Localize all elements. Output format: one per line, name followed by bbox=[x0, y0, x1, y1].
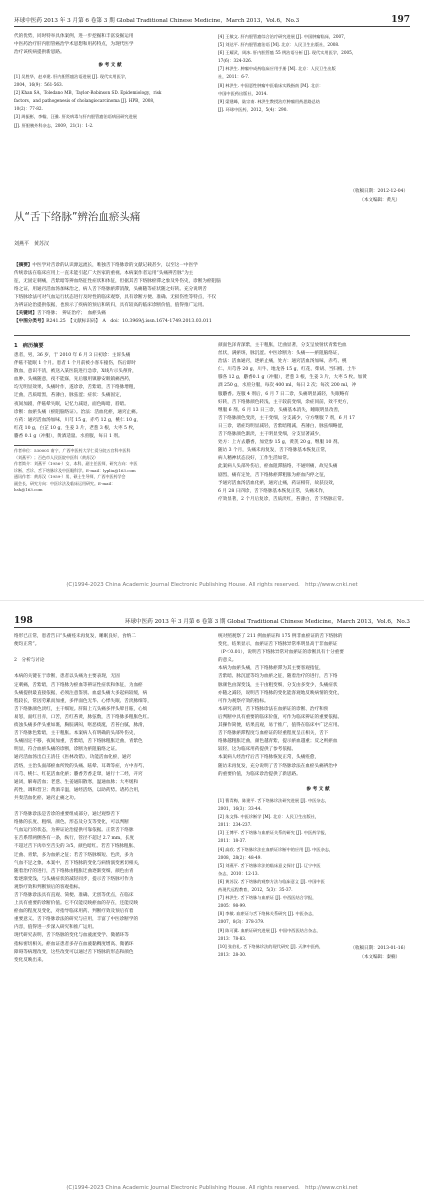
text-line: 此案病人头部外伤后，瘀血阻滞脑络，不通则痛，故见头痛 bbox=[218, 464, 338, 470]
received-date: （收稿日期：2013-01-16） bbox=[350, 946, 408, 951]
text-line: 迂曲、青紫，多为血瘀之征；若舌下络脉细短、色淡，多为 bbox=[14, 852, 134, 858]
text-line: 中医药治疗肝内胆管癌治学术思想和用药特点，为现代医学 bbox=[14, 42, 134, 48]
text-line: 作者单位：530001 南宁，广西中医药大学仁爱分院五官科中医科 bbox=[14, 448, 131, 453]
text-line: 瘀血的程度及变化，对指导临床用药、判断疗效及预后有着 bbox=[14, 909, 134, 915]
text-line: [3] 王博平. 舌下络脉与血瘀证关系的研究 [J]. 中医药学报， bbox=[218, 830, 329, 836]
text-line: 现代研究表明，舌下络脉的变化与血液流变学、微循环等 bbox=[14, 933, 129, 939]
text-line: 随着治疗的进行，舌下络脉由粗胀迂曲逐渐变细，颜色由青 bbox=[14, 868, 134, 874]
text-line: 共奏活血化瘀、通窍止痛之功。 bbox=[14, 795, 79, 801]
text-line: 定刺痛，舌紫暗，舌下络脉为瘀血等辨证性症状和体征，为血瘀 bbox=[14, 682, 143, 688]
keywords-line bbox=[14, 310, 410, 318]
text-line: [2] 朱文锋. 中医诊断学 [M]. 北京：人民卫生出版社， bbox=[218, 814, 320, 820]
text-line: 予通窍活血汤活血化瘀，通窍止痛，药证相符，故获良效， bbox=[218, 480, 338, 486]
journal-header: 环球中医药 2013 年 3 月第 6 卷第 3 期 Global Traditional Chinese Medicine，March 2013，Vol.6，No.3 bbox=[124, 619, 410, 625]
text-line bbox=[14, 803, 204, 811]
classification-number: R241.25 【文献标识码】 A doi：10.3969/j.issn.1674-1749.2013.03.011 bbox=[46, 319, 212, 324]
abstract-first-line bbox=[14, 262, 410, 270]
text-line: 均无明显效果，头痛时作，遂诊诊，舌紫暗，舌下络脉增粗， bbox=[14, 385, 139, 391]
text-line: 2 分析与讨论 bbox=[14, 658, 45, 664]
classnum-label: 【中图分类号】 bbox=[14, 319, 47, 324]
text-line: [4] 高欣. 舌下络脉诊法在血瘀证诊断中的应用 [J]. 中医杂志， bbox=[218, 846, 334, 852]
text-line: 2007，8(3)：378-379. bbox=[218, 919, 265, 925]
text-line: [4] 王敏文. 肝内胆管癌综合治疗研究进展 [J]. 中国肿瘤临床，2007， bbox=[218, 34, 349, 39]
text-line: 治疗该疾病提供新思路。 bbox=[14, 50, 65, 56]
text-line: 统对照观察了 211 例血瘀证和 175 例非血瘀证的舌下络脉的 bbox=[218, 634, 343, 639]
text-line: 头痛固定不移，夜间加重，舌紫暗，舌下络脉粗胀迂曲，青紫色 bbox=[14, 739, 143, 745]
keywords: 舌下络脉； 辨证治疗； 血瘀头痛 bbox=[36, 311, 106, 316]
text-line: 2005：98-99. bbox=[218, 903, 247, 909]
text-line: 亦随之减轻，说明舌下络脉的变化能客观地反映病情的变化， bbox=[218, 690, 343, 696]
text-line: [8] 李敏. 血瘀证与舌下络脉关系研究 [J]. 中医杂志， bbox=[218, 911, 317, 917]
text-line: 内容，值得进一步深入研究和推广运用。 bbox=[14, 925, 97, 931]
references-right bbox=[218, 33, 410, 114]
text-line: 仁、川芎各 20 g，川牛、地龙各 15 g，红花、柴胡、当归梢、土牛 bbox=[218, 367, 357, 373]
abstract-label: 【摘要】 bbox=[14, 263, 33, 268]
text-line: [1] 吴胜华，赵卓建. 肝内胆管癌治语进展 [J]. 现代实用医学， bbox=[14, 74, 130, 79]
text-line: 明显，符合血瘀头痛的诊断，诊断为瘀阻脑络之证。 bbox=[14, 747, 120, 753]
journal-header: 环球中医药 2013 年 3 月第 6 卷第 3 期 Global Traditional Chinese Medicine，March 2013，Vol.6，No.3 bbox=[14, 18, 300, 24]
editor-note: （本文编辑：秦楠） bbox=[359, 955, 400, 960]
text-line: 夜间加剧，伴眩晕失眠，记忆力减退，面色晦暗，唇暗。 bbox=[14, 401, 129, 407]
text-line: [6] 王耀武，周冰. 肝内胆管癌 55 例治语分析 [J]. 现代实用医学，2005， bbox=[218, 50, 357, 56]
text-line: 舌下络脉诊法是舌诊的重要组成部分，通过观察舌下 bbox=[14, 812, 120, 818]
text-line: 紫逐渐变浅，与头痛症状的减轻同步，提示舌下络脉可作为 bbox=[14, 876, 134, 882]
abstract-text-3: 络之证，用通窍活血汤加味治之，病人舌下络脉瘀滞消散，头痛随等症状随之好转。充分说明舌 bbox=[14, 287, 207, 292]
case-body-left bbox=[14, 352, 204, 441]
text-line: 络脉越粗胀迂曲，颜色越青紫，提示瘀血越重；反之则瘀血 bbox=[218, 739, 338, 745]
text-line: 酒 250 g，水煎分服，每次 400 ml，每日 2 次；每次 200 ml，冲 bbox=[218, 383, 357, 389]
text-line: 程较长，常因劳累而加重，多伴面色无华、心悸失眠、舌淡脉细等， bbox=[14, 698, 152, 704]
text-line: 治法：活血通窍，逐瘀止痛，处方：通窍活血汤加味，赤芍、桃 bbox=[218, 359, 347, 365]
text-line: [J]. 肝胆胰外科杂志，2009，21(1)：1-2. bbox=[14, 122, 94, 128]
text-line: 17(6)：324-326. bbox=[218, 58, 253, 64]
text-line: 患者，男，36 岁，于 2010 年 6 月 3 日初诊：主诉头痛 bbox=[14, 353, 131, 358]
text-line: 络形已正常，患者告曰“头痛痊未再复发，睡眠良好，食纳二 bbox=[14, 634, 136, 639]
text-line: [8] 林洪生. 中国恶性肿瘤中医临床实践指南 [M]. 北京： bbox=[218, 82, 324, 88]
text-line: 诊断：血瘀头痛（瘀阻脑络证）。治法：活血化瘀，通窍止痛。 bbox=[14, 409, 141, 415]
footnote-divider bbox=[14, 445, 74, 446]
text-line: 药现代远程教育，2012，5(3)：35-37. bbox=[218, 887, 293, 893]
text-line: 痰浊头痛多伴头重如裹，胸脘满闷，呕恶痰涎，舌苔白腻，脉滑， bbox=[14, 723, 148, 729]
text-line: 络脉的长度、粗细、颜色、形态及分支等变化，可以判断 bbox=[14, 820, 129, 826]
received-date: （收稿日期：2012-12-04） bbox=[350, 189, 408, 194]
running-header bbox=[14, 14, 410, 27]
text-line: 作者简介：刘燕平（1956-）女，本科，副主任医师，研究方向：中医 bbox=[14, 461, 138, 466]
text-line: [9] 陈可冀. 血瘀证研究进展 [J]. 中国中西医结合杂志， bbox=[218, 927, 321, 933]
text-line: [6] 黄苏汉. 舌下络脉的观察方法与临床意义 [J]. 中国中医 bbox=[218, 878, 325, 884]
text-line: 舌下络脉色紫暗，主干粗胀。本案病人有明确的头部外伤史， bbox=[14, 731, 139, 737]
text-line: 本病为血瘀头痛，舌下络脉瘀滞为其主要客观指征， bbox=[218, 666, 324, 672]
text-line: 在舌系带两侧各有一条，纵行，管径不超过 2.7 mm，长度 bbox=[14, 836, 135, 842]
text-line: 舌下络脉颜色渐淡，主干明显变细，分支显著减少， bbox=[218, 432, 324, 438]
text-line: 重要意义。舌下络脉诊法的研究与应用，丰富了中医诊断学的 bbox=[14, 917, 139, 923]
editor-note: （本文编辑：黄凡） bbox=[359, 198, 400, 203]
text-line: 红花 10 g，白芷 10 g，生姜 3 片，老葱 3 根，大枣 5 枚， bbox=[14, 425, 138, 431]
discussion-body-right bbox=[218, 633, 410, 779]
text-line: [10] 张伯礼. 舌下络脉诊法的现代研究 [J]. 天津中医药， bbox=[218, 943, 324, 949]
discussion-body-left bbox=[14, 633, 204, 965]
text-line: 膝各 12 g，麝香0.1 g（冲服），老葱 3 根，生姜 3 片，大枣 5 枚。加黄 bbox=[218, 375, 367, 381]
text-line: 代的优势，同时特举具体案例，进一步挖掘和丰富发掘运用 bbox=[14, 34, 134, 39]
text-line: 通闭，解毒活血；老葱、生姜通阳散寒，温通血脉；大枣缓和 bbox=[14, 779, 139, 785]
text-line: 活络，主治头面部瘀血所致的头痛、眩晕、耳聋等症，方中赤芍、 bbox=[14, 763, 148, 769]
text-line: [9] 梁建峰，陆宗南. 林洪生教授治疗肿瘤用药思路总结 bbox=[218, 98, 321, 104]
page-198 bbox=[0, 600, 424, 1201]
section-heading-case: 1 病历摘要 bbox=[14, 343, 44, 349]
text-line: 中国中医药出版社，2014. bbox=[218, 90, 268, 96]
article-authors: 刘燕平 黄苏汉 bbox=[14, 241, 50, 247]
case-body-right bbox=[218, 342, 410, 504]
text-line: 血肿、头痛随意，夜不能寐，先后服用镇静安眠镇痛西药， bbox=[14, 377, 134, 383]
page-number: 197 bbox=[391, 15, 410, 25]
text-line: 易怒，面红目赤，口苦，舌红苔黄，脉弦数，舌下络脉多粗胀色红。 bbox=[14, 714, 152, 720]
classification-line bbox=[14, 318, 410, 326]
abstract-text-5: 为辨证论治提供依据，也预示了疾病的预后和转归，具有较高的临床诊断价值，值得推广运用。 bbox=[14, 303, 207, 308]
text-line: 随访 3 个月，头痛未再复发，舌下络脉基本恢复正常， bbox=[218, 448, 330, 454]
text-line: 本案病人经治疗后舌下络脉恢复正常，头痛痊愈， bbox=[218, 755, 320, 761]
text-line: 川芎、桃仁、红花活血化瘀；麝香芳香走窜，通行十二经，开窍 bbox=[14, 771, 143, 777]
text-line: 舌下络脉瘀滞程度与血瘀证的轻重程度呈正相关，舌下 bbox=[218, 731, 329, 737]
text-line: 散血，意识不清，被送入某医院进行急诊，X线片示头颅骨， bbox=[14, 369, 137, 375]
text-line: 6 月 28 日四诊，舌下络脉基本恢复正常，头痛未作， bbox=[218, 488, 328, 494]
page-197 bbox=[0, 0, 424, 600]
text-line: 方药：通窍活血汤加味，川芎 15 g，赤芍 12 g，桃仁 10 g， bbox=[14, 417, 141, 423]
text-line: [7] 林洪生. 肿瘤中成药临床应用手册 [M]. 北京：人民卫生出版 bbox=[218, 66, 336, 72]
text-line: 副会长，研究方向：中医诊法及临床运用研究。E-mail： bbox=[14, 480, 116, 486]
copyright-footer: (C)1994-2023 China Academic Journal Electronic Publishing House. All rights reserved. http://www.cnki.net bbox=[66, 582, 358, 588]
page-number: 198 bbox=[14, 616, 33, 626]
text-line: 社，2011：6-7. bbox=[218, 74, 250, 80]
text-line: 迂曲，舌质暗黑，苔薄白，脉弦涩；症状：头痛固定， bbox=[14, 393, 125, 399]
text-line: 观察疗效和判断预后的客观指标。 bbox=[14, 884, 83, 890]
text-line: 通讯作者：黄苏汉（1959-）男，硕士生导师，广西中医药学会 bbox=[14, 474, 126, 479]
text-line: 2011：18-37. bbox=[218, 838, 247, 844]
text-line: 本研究表明，舌下络脉诊法在血瘀证的诊断、治疗和预 bbox=[218, 706, 329, 712]
text-line: [7] 林洪生. 舌下络脉与血瘀证 [J]. 中西医结合学报， bbox=[218, 895, 317, 901]
abstract-block bbox=[14, 262, 410, 326]
text-line: factors，and pathogenesis of cholangiocarcinoma [J]. HPB，2008， bbox=[14, 98, 158, 104]
text-line: 脉颜色由深变浅，主干由粗变细，分支由多变少，头痛症状 bbox=[218, 682, 338, 688]
intro-paragraph bbox=[14, 33, 204, 57]
text-line: （P＜0.01），说明舌下络脉异常对血瘀证的诊断具有十分重要 bbox=[218, 650, 344, 656]
text-line: 继服 6 剂。6 月 13 日三诊，头痛基本消失，睡眠明显改善， bbox=[218, 407, 343, 413]
text-line: 的意义。 bbox=[218, 658, 237, 664]
text-line: 好转，舌下络脉颜色转浅，主干较前变细，余症同前，效不更方， bbox=[218, 399, 352, 405]
text-line: 便均正常”。 bbox=[14, 642, 40, 648]
text-line: 疗效显著，2 个月后复诊，舌质淡红，苔薄白，舌下络脉正常。 bbox=[218, 496, 347, 502]
text-line bbox=[14, 665, 204, 673]
text-line: 杂志，2010：12-13. bbox=[218, 870, 259, 876]
references-list bbox=[218, 797, 410, 959]
text-line: 头痛提供最直接依据，必须注意鉴别。血虚头痛大多起病较缓，病 bbox=[14, 690, 148, 696]
text-line: 其操作简便，结果直观，易于推广，值得在临床中广泛应用。 bbox=[218, 723, 343, 729]
text-line: 处方：上方去麝香，加党参 15 g，黄芪 20 g，继服 10 剂。 bbox=[218, 440, 343, 446]
text-line: 指标密切相关。瘀血证患者多存在血液黏稠度增高、微循环 bbox=[14, 941, 134, 947]
text-line: [5] 刘燕平. 舌下络脉诊法的临床意义探讨 [J]. 辽宁中医 bbox=[218, 862, 321, 868]
article-title: 从“舌下络脉”辨治血瘀头痛 bbox=[14, 211, 141, 223]
text-line: 10(2)：77-82. bbox=[14, 106, 43, 112]
text-line: 气血运行的状态，为辨证论治提供可靠依据。正常舌下络脉 bbox=[14, 828, 134, 834]
text-line: [3] 周振彬，李翰，汪雅. 肝炎病毒与肝内胆管癌治语病因研究进展 bbox=[14, 114, 137, 120]
text-line: 2013：28-30. bbox=[218, 951, 247, 957]
text-line: [2] Khan SA，Toledano MB，Taylor-Robinson SD. Epidemiology，risk bbox=[14, 90, 162, 96]
text-line: 气血不足之象。本案中，舌下络脉的变化与病情演变密切相关， bbox=[14, 860, 143, 866]
abstract-text-0: 中医学对舌诊的认识源远流长，唯独舌下络脉诊的文献记载甚少，以至这一中医学 bbox=[32, 263, 198, 268]
text-line: 2011：234-237. bbox=[218, 822, 252, 828]
text-line: 后判断中具有重要的临床价值，可作为临床辨证的重要依据。 bbox=[218, 714, 343, 720]
text-line: 障碍等病理改变，这些改变可以通过舌下络脉的形态和颜色 bbox=[14, 949, 134, 955]
running-header bbox=[14, 615, 410, 628]
text-line: 2001，16(3)：33-44. bbox=[218, 806, 262, 812]
author-footnote bbox=[14, 448, 204, 494]
text-line: 舌下络脉诊法具有直观、简便、准确、无创等优点，在临床 bbox=[14, 893, 134, 898]
text-line: 2008，28(2)：48-49. bbox=[218, 854, 262, 860]
text-line: （刘燕平）；百色市人民医院中医科（黄苏汉） bbox=[14, 454, 98, 460]
text-line: 2004，16(9)：561-563. bbox=[14, 82, 64, 88]
text-line bbox=[14, 649, 204, 657]
text-line: 变化反映出来。 bbox=[14, 957, 47, 963]
keywords-label: 【关键词】 bbox=[14, 311, 37, 316]
abstract-divider bbox=[14, 335, 410, 336]
text-line: 舌紫暗、脉沉涩等均为血瘀之征，随着治疗的进行，舌下络 bbox=[218, 674, 338, 680]
text-line: 本病的关键在于诊断，患者以头痛为主要表现，无固 bbox=[14, 674, 120, 680]
text-line: 随访未再复发，充分说明了舌下络脉诊法在血瘀头痛辨治中 bbox=[218, 763, 338, 769]
text-line: 舌下络脉颜色淡红，主干细短。肝阳上亢头痛多伴头晕目眩，心烦 bbox=[14, 706, 148, 712]
abstract-text-4: 下络脉诊法可对气血运行状态进行及时性的临床观察，具有诊断方便、准确、无损伤性等特点，不仅 bbox=[14, 295, 217, 300]
text-line: 舌下络脉颜色变淡，主干变细，分支减少，守方继服 7 剂，6 月 17 bbox=[218, 415, 355, 421]
text-line: 丝状，满瘀斑，脉沉涩。中医诊断为：头痛——瘀阻脑络证， bbox=[218, 351, 343, 357]
text-line: 颜面色泽青深紫，主干粗胀，迂曲显著，分支呈放射状青紫色血 bbox=[218, 343, 347, 348]
text-line: 2013：78-83. bbox=[218, 935, 247, 941]
abstract-text-2: 征，无固定刺痛，舌紫暗等辨血络征性症状和体征，但据其舌下络脉瘀滞之象及外伤史，诊断为瘀阻脑 bbox=[14, 279, 221, 284]
text-line: 病人精神状态良好，工作生活如常。 bbox=[218, 456, 292, 462]
references-heading: 参 考 文 献 bbox=[98, 63, 122, 68]
text-line: 不超过舌下肉阜至舌尖的 3/5，颜色暗红。若舌下络脉粗胀、 bbox=[14, 844, 138, 850]
references-heading: 参 考 文 献 bbox=[306, 787, 330, 792]
references-left bbox=[14, 73, 204, 130]
text-line: 诊断、舌诊、舌下络脉诊及中医眼科学。E-mail：lypliu@163.com bbox=[14, 467, 136, 473]
text-line: 通窍活血汤出自王清任《医林改错》，功能活血化瘀，通窍 bbox=[14, 755, 132, 761]
text-line: hsh@163.com bbox=[14, 487, 43, 492]
text-line: 上具有重要的诊断价值。它不仅能反映瘀血的存在，还能反映 bbox=[14, 901, 139, 907]
copyright-footer: (C)1994-2023 China Academic Journal Electronic Publishing House. All rights reserved. http://www.cnki.net bbox=[66, 1185, 358, 1191]
text-line: 药性，调和营卫；黄酒辛温，通经活络，以助药势。诸药合用， bbox=[14, 787, 143, 793]
text-line: 的重要价值，为临床诊治提供了新思路。 bbox=[218, 771, 301, 777]
text-line: 剧烈，痛有定处，舌下络脉瘀滞粗胀为瘀血内停之征， bbox=[218, 472, 329, 478]
abstract-text-1: 传统诊法在临床应用上一直未能引起广大医家的重视。本病案作者运用“头痛辨舌脉”为主 bbox=[14, 271, 194, 276]
text-line: 日三诊，诸症均明显减轻，舌紫暗稍减，苔薄白，脉弦细略涩， bbox=[218, 423, 347, 429]
text-line: 变化，结果显示，血瘀证舌下络脉异常率明显高于非血瘀证 bbox=[218, 642, 338, 648]
text-line: 服麝香。连服 4 剂后，6 月 7 日二诊，头痛明显减轻，失眠略有 bbox=[218, 391, 349, 397]
text-line: [J]. 环球中医药，2012，5(4)：290. bbox=[218, 106, 288, 112]
text-line: 较轻，这为临床用药提供了参考依据。 bbox=[218, 747, 297, 753]
text-line: 可作为观察疗效的指标。 bbox=[218, 698, 269, 704]
text-line: 伴眩不能眠 1 个月。患者 1 个月前被小客车撞伤，伤后即时 bbox=[14, 361, 136, 367]
text-line: 麝香 0.1 g（冲服），黄酒适量。水煎服，每日 1 剂。 bbox=[14, 433, 123, 439]
text-line: [5] 刘达平. 肝内胆管癌治语 [M]. 北京：人民卫生出版社，2008. bbox=[218, 42, 340, 48]
text-line: [1] 曹青梅，陈建平. 舌下络脉诊法研究进展 [J]. 中医杂志， bbox=[218, 798, 329, 803]
